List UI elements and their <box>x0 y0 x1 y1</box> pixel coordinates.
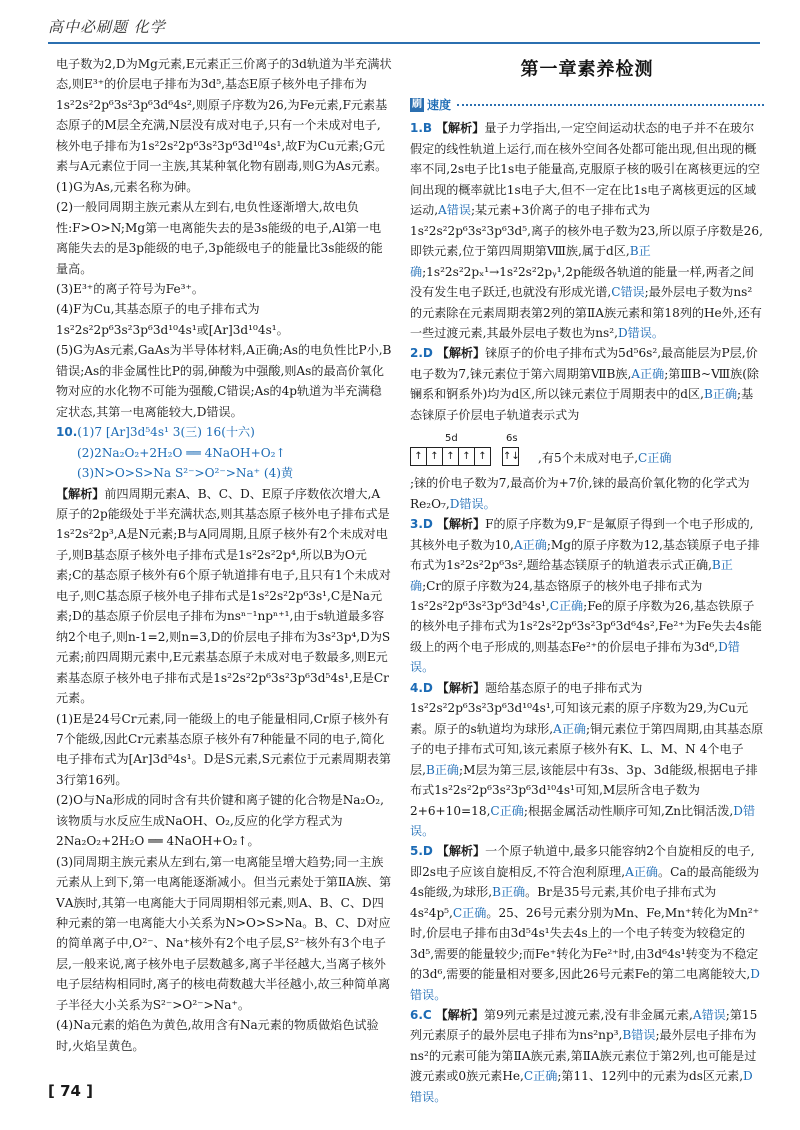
analysis-text: ;某元素+3价离子的电子排布式为1s²2s²2p⁶3s²3p⁶3d⁵,离子的核外电子数为23,所以原子序数是26,即铁元素,位于第四周期第Ⅷ族,属于d区, <box>410 203 763 259</box>
answer-line: (2)2Na₂O₂+2H₂O ══ 4NaOH+O₂↑ <box>77 445 286 460</box>
paragraph: (1)E是24号Cr元素,同一能级上的电子能量相同,Cr原子核外有7个能级,因此Cr元素基态原子核外有7种能量不同的电子,简化电子排布式为[Ar]3d⁵4s¹。D是S元素,S元素位于元素周期表第3行第16列。 <box>56 711 391 787</box>
analysis-text: 第9列元素是过渡元素,没有非金属元素, <box>483 1008 693 1023</box>
analysis-text: ;M层为第三层,该能层中有3s、3p、3d能级,根据电子排布式1s²2s²2p⁶3s²3p⁶3d¹⁰4s¹可知,M层所含电子数为2+6+10=18, <box>410 762 758 818</box>
analysis-text: 题给基态原子的电子排布式为1s²2s²2p⁶3s²3p⁶3d¹⁰4s¹,可知该元素的原子序数为29,为Cu元素。原子的s轨道均为球形, <box>410 680 749 736</box>
verdict: A正确 <box>625 864 659 879</box>
analysis-tag: 【解析】 <box>435 1008 484 1023</box>
orbital-box: ↑ <box>474 447 491 466</box>
question-number: 3.D <box>410 517 433 532</box>
analysis-text: ;第ⅢB~Ⅷ族(除镧系和锕系外)均为d区,所以铼元素位于周期表中的d区, <box>410 366 760 402</box>
paragraph: (2)一般同周期主族元素从左到右,电负性逐渐增大,故电负性:F>O>N;Mg第一电离能失去的是3s能级的电子,Al第一电离能失去的是3p能级的电子,3p能级电子的能量比3s能级的能量高。 <box>56 200 383 276</box>
verdict: B正确 <box>703 387 738 402</box>
analysis-text: ;1s²2s²2pₓ¹→1s²2s²2pᵧ¹,2p能级各轨道的能量一样,两者之间没有发生电子跃迁,也就没有形成光谱, <box>410 264 754 300</box>
answer-paragraph <box>410 118 764 343</box>
header-rule <box>48 42 760 44</box>
orbital-text <box>538 448 764 468</box>
analysis-text: ;Mg的原子序数为12,基态镁原子电子排布式为1s²2s²2p⁶3s²,题给基态镁原子的轨道表示式正确, <box>410 537 760 573</box>
question-number: 2.D <box>410 346 433 361</box>
analysis-text: ;第15列元素原子的最外层电子排布为ns²np³, <box>410 1008 758 1043</box>
verdict: A正确 <box>631 366 665 381</box>
right-column <box>410 54 764 1107</box>
verdict: B错误 <box>622 1028 656 1043</box>
verdict: D错误。 <box>410 967 760 1002</box>
paragraph <box>56 484 392 709</box>
verdict: B正确 <box>410 244 651 279</box>
verdict: B正确 <box>492 885 526 900</box>
verdict: A错误 <box>438 203 471 218</box>
orbital-boxes <box>410 447 518 466</box>
orbital-box: ↑ <box>442 447 459 466</box>
answer-paragraph <box>410 473 764 514</box>
verdict: C正确 <box>638 451 672 466</box>
orbital-label-5d: 5d <box>445 433 458 445</box>
paragraph: (4)Na元素的焰色为黄色,故用含有Na元素的物质做焰色试验时,火焰呈黄色。 <box>56 1018 379 1053</box>
answer-text: (1)7 [Ar]3d⁵4s¹ 3(三) 16(十六) <box>77 425 255 440</box>
analysis-tag: 【解析】 <box>436 844 486 859</box>
chapter-title: 第一章素养检测 <box>520 59 654 80</box>
section-dotted-rule <box>457 104 764 106</box>
verdict: B正确 <box>425 762 460 777</box>
analysis-tag: 【解析】 <box>56 486 105 501</box>
verdict: C正确 <box>523 1069 558 1084</box>
analysis-text: ;Fe的原子序数为26,基态铁原子的核外电子排布式为1s²2s²2p⁶3s²3p⁶3d⁶4s²,Fe²⁺为Fe失去4s能级上的两个电子形成的,则基态Fe²⁺的价层电子排布为3d⁶, <box>410 598 762 654</box>
analysis-tag: 【解析】 <box>436 517 486 532</box>
analysis-text: ,有5个未成对电子, <box>538 451 639 466</box>
verdict: D错误。 <box>449 496 496 511</box>
verdict: D错误。 <box>617 325 664 340</box>
analysis-text: F的原子序数为9,F⁻是氟原子得到一个电子形成的,其核外电子数为10, <box>410 517 754 552</box>
section-badge-icon: 刷 <box>412 99 422 111</box>
verdict: C正确 <box>452 905 487 920</box>
section-header <box>410 94 764 116</box>
analysis-text: ;根据金属活动性顺序可知,Zn比铜活泼, <box>523 803 734 818</box>
analysis-text: ;第11、12列中的元素为ds区元素, <box>557 1069 744 1084</box>
answer-paragraph <box>410 514 764 678</box>
paragraph: (5)G为As元素,GaAs为半导体材料,A正确;As的电负性比P小,B错误;As的非金属性比P的弱,砷酸为中强酸,则As的最高价氧化物对应的水化物不可能为强酸,C错误;As的4p轨道为半充满稳定状态,其第一电离能较大,D错误。 <box>56 343 392 419</box>
analysis-text: 量子力学指出,一定空间运动状态的电子并不在玻尔假定的线性轨道上运行,而在核外空间各处都可能出现,但出现的概率不同,2s电子比1s电子能量高,克服原子核的吸引在离核更远的空间出现的概率就比1s电子大,但不一定在比1s电子离核更远的区域运动, <box>410 121 760 218</box>
analysis-text: 。25、26号元素分别为Mn、Fe,Mn⁺转化为Mn²⁺时,价层电子排布由3d⁵4s¹失去4s上的一个电子转变为较稳定的3d⁵,需要的能量较少;而Fe⁺转化为Fe²⁺时,由3d⁶4s¹转变为不稳定的3d⁶,需要的能量相对要多,因此26号元素Fe的第二电离能较大, <box>410 905 760 982</box>
orbital-box: ↑ <box>458 447 475 466</box>
answer-line: (3)N>O>S>Na S²⁻>O²⁻>Na⁺ (4)黄 <box>77 466 294 481</box>
question-number: 10. <box>56 425 78 440</box>
analysis-tag: 【解析】 <box>436 680 486 695</box>
answer-paragraph <box>410 841 764 1005</box>
question-number: 1.B <box>410 121 433 136</box>
orbital-box: ↑ <box>410 447 427 466</box>
analysis-text: ;Cr的原子序数为24,基态铬原子的核外电子排布式为1s²2s²2p⁶3s²3p⁶3d⁵4s¹, <box>410 578 703 613</box>
paragraph: 电子数为2,D为Mg元素,E元素正三价离子的3d轨道为半充满状态,则E³⁺的价层电子排布为3d⁵,基态E原子核外电子排布为1s²2s²2p⁶3s²3p⁶3d⁶4s²,则原子序数为26,为Fe元素,F元素基态原子的M层全充满,N层没有成对电子,只有一个未成对电子,核外电子排布为1s²2s²2p⁶3s²3p⁶3d¹⁰4s¹,故F为Cu元素;G元素与A元素位于同一主族,其某种氧化物有剧毒,则G为As元素。 <box>56 57 392 174</box>
analysis-text: ;最外层电子数为ns²的元素除在元素周期表第2列的第ⅡA族元素和第18列的He外,还有一些过渡元素,其最外层电子数也为ns², <box>410 285 762 340</box>
verdict: A错误 <box>692 1008 726 1023</box>
analysis-text: 。Ca的最高能级为4s能级,为球形, <box>410 864 760 900</box>
analysis-text: 铼原子的价电子排布式为5d⁵6s²,最高能层为P层,价电子数为7,铼元素位于第六周期第ⅦB族, <box>410 346 758 381</box>
book-title: 高中必刷题 化学 <box>48 18 166 36</box>
verdict: B正确 <box>410 558 733 593</box>
paragraph: (1)G为As,元素名称为砷。 <box>56 179 199 194</box>
analysis-text: ;铼的价电子数为7,最高价为+7价,铼的最高价氧化物的化学式为Re₂O₇, <box>410 476 750 511</box>
verdict: D错误。 <box>410 803 756 838</box>
analysis-text: ;基态铼原子价层电子轨道表示式为 <box>410 387 754 422</box>
left-column <box>56 54 392 1056</box>
section-label: 速度 <box>427 98 452 113</box>
verdict: C正确 <box>490 803 524 818</box>
verdict: A正确 <box>553 721 587 736</box>
verdict: D错误。 <box>410 639 740 675</box>
analysis-text: 一个原子轨道中,最多只能容纳2个自旋相反的电子,即2s电子应该自旋相反,不符合泡利原理, <box>410 844 755 879</box>
analysis-text: 前四周期元素A、B、C、D、E原子序数依次增大,A原子的2p能级处于半充满状态,则其基态原子核外电子排布式是1s²2s²2p³,A是N元素;B与A同周期,且原子核外有2个未成对电子,则B基态原子核外电子排布式是1s²2s²2p⁴,所以B为O元素;C的基态原子核外有6个原子轨道排有电子,且只有1个未成对电子,则C基态原子核外电子排布式是1s²2s²2p⁶3s¹,C是Na元素;D的基态原子价层电子排布为nsⁿ⁻¹npⁿ⁺¹,由于s轨道最多容纳2个电子,则n-1=2,则n=3,D的价层电子排布为3s²3p⁴,D为S元素;前四周期元素中,E元素基态原子未成对电子数最多,则E元素基态原子核外电子排布式是1s²2s²2p⁶3s²3p⁶3d⁵4s¹,E是Cr元素。 <box>56 486 391 706</box>
verdict: A正确 <box>513 537 547 552</box>
analysis-text: ;最外层电子排布为ns²的元素可能为第ⅡA族元素,第ⅡA族元素位于第2列,也可能是过渡元素或0族元素He, <box>410 1028 757 1084</box>
question-number: 6.C <box>410 1008 432 1023</box>
analysis-tag: 【解析】 <box>436 346 486 361</box>
verdict: D错误。 <box>410 1069 753 1104</box>
answer-paragraph <box>410 343 764 425</box>
orbital-label-6s: 6s <box>506 433 518 445</box>
orbital-box: ↑ <box>426 447 443 466</box>
verdict: C正确 <box>549 598 584 613</box>
answer-paragraph <box>410 1005 764 1107</box>
question-number: 5.D <box>410 844 433 859</box>
page-number: [ 74 ] <box>48 1082 94 1100</box>
answer-line <box>56 422 392 442</box>
orbital-diagram <box>410 427 764 473</box>
paragraph: (2)O与Na形成的同时含有共价键和离子键的化合物是Na₂O₂,该物质与水反应生成NaOH、O₂,反应的化学方程式为2Na₂O₂+2H₂O ══ 4NaOH+O₂↑。 <box>56 793 384 849</box>
page-header <box>48 16 760 46</box>
analysis-text: 。Br是35号元素,其价电子排布式为4s²4p⁵, <box>410 885 717 920</box>
analysis-text: ;铜元素位于第四周期,由其基态原子的电子排布式可知,该元素原子核外有K、L、M、N 4个电子层, <box>410 721 764 777</box>
answer-paragraph <box>410 678 764 842</box>
analysis-tag: 【解析】 <box>435 121 485 136</box>
question-number: 4.D <box>410 680 433 695</box>
verdict: C错误 <box>611 285 645 300</box>
paragraph: (3)E³⁺的离子符号为Fe³⁺。 <box>56 281 204 296</box>
orbital-box: ↑↓ <box>502 447 519 466</box>
paragraph: (4)F为Cu,其基态原子的电子排布式为1s²2s²2p⁶3s²3p⁶3d¹⁰4s¹或[Ar]3d¹⁰4s¹。 <box>56 302 289 337</box>
paragraph: (3)同周期主族元素从左到右,第一电离能呈增大趋势;同一主族元素从上到下,第一电离能逐渐减小。但当元素处于第ⅡA族、第ⅤA族时,其第一电离能大于同周期相邻元素,则A、B、C、D四种元素的第一电离能大小关系为N>O>S>Na。B、C、D对应的简单离子中,O²⁻、Na⁺核外有2个电子层,S²⁻核外有3个电子层,一般来说,离子核外电子层数越多,离子半径越大,当离子核外电子层结构相同时,离子的核电荷数越大半径越小,故三种简单离子半径大小关系为S²⁻>O²⁻>Na⁺。 <box>56 854 392 1012</box>
